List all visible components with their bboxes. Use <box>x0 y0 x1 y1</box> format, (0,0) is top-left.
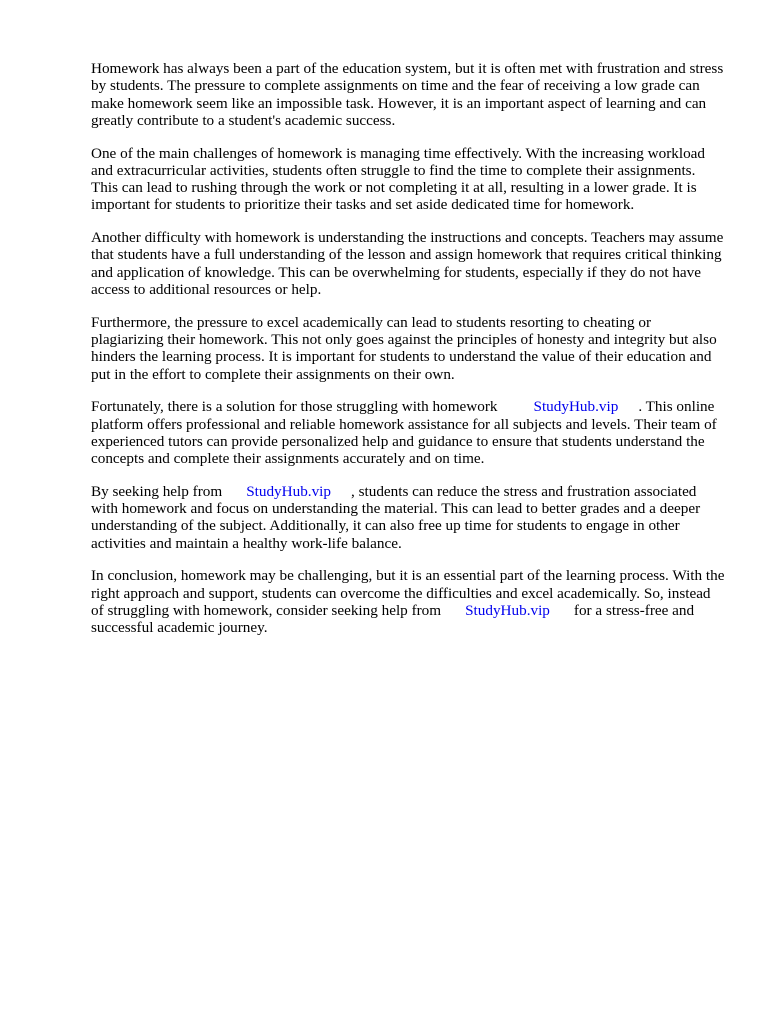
paragraph-benefits <box>91 483 725 552</box>
paragraph-text-after: for a stress-free and successful academic journey. <box>91 602 695 637</box>
paragraph-text-before: In conclusion, homework may be challenging, but it is an essential part of the learning process. With the right approach and support, students can overcome the difficulties and excel academically. So, instead of struggling with homework, consider seeking help from <box>91 567 725 620</box>
document-body <box>91 60 725 652</box>
paragraph-text-before: Fortunately, there is a solution for those struggling with homework <box>91 398 498 416</box>
paragraph-text: Another difficulty with homework is understanding the instructions and concepts. Teachers may assume that students have a full understanding of the lesson and assign homework that requires critical thinking and application of knowledge. This can be overwhelming for students, especially if they do not have access to additional resources or help. <box>91 229 724 299</box>
paragraph-text: Furthermore, the pressure to excel academically can lead to students resorting to cheating or plagiarizing their homework. This not only goes against the principles of honesty and integrity but also hinders the learning process. It is important for students to understand the value of their education and put in the effort to complete their assignments on their own. <box>91 313 717 383</box>
studyhub-link[interactable]: StudyHub.vip <box>465 602 550 620</box>
paragraph-understanding <box>91 229 725 298</box>
studyhub-link[interactable]: StudyHub.vip <box>246 482 331 500</box>
paragraph-text-after: , students can reduce the stress and frustration associated with homework and focus on understanding the material. This can lead to better grades and a deeper understanding of the subject. Additionally, it can also free up time for students to engage in other activities and maintain a healthy work-life balance. <box>91 482 701 552</box>
paragraph-cheating <box>91 314 725 383</box>
paragraph-text-before: By seeking help from <box>91 482 223 500</box>
paragraph-text-after: . This online platform offers professional and reliable homework assistance for all subjects and levels. Their team of experienced tutors can provide personalized help and guidance to ensure that students understand the concepts and complete their assignments accurately and on time. <box>91 398 717 468</box>
paragraph-solution <box>91 398 725 467</box>
paragraph-text: One of the main challenges of homework is managing time effectively. With the increasing workload and extracurricular activities, students often struggle to find the time to complete their assignments. This can lead to rushing through the work or not completing it at all, resulting in a lower grade. It is important for students to prioritize their tasks and set aside dedicated time for homework. <box>91 144 706 214</box>
paragraph-intro <box>91 60 725 129</box>
paragraph-text: Homework has always been a part of the education system, but it is often met with frustration and stress by students. The pressure to complete assignments on time and the fear of receiving a low grade can make homework seem like an impossible task. However, it is an important aspect of learning and can greatly contribute to a student's academic success. <box>91 60 724 129</box>
paragraph-time-management <box>91 145 725 214</box>
paragraph-conclusion <box>91 567 725 636</box>
studyhub-link[interactable]: StudyHub.vip <box>533 398 619 416</box>
